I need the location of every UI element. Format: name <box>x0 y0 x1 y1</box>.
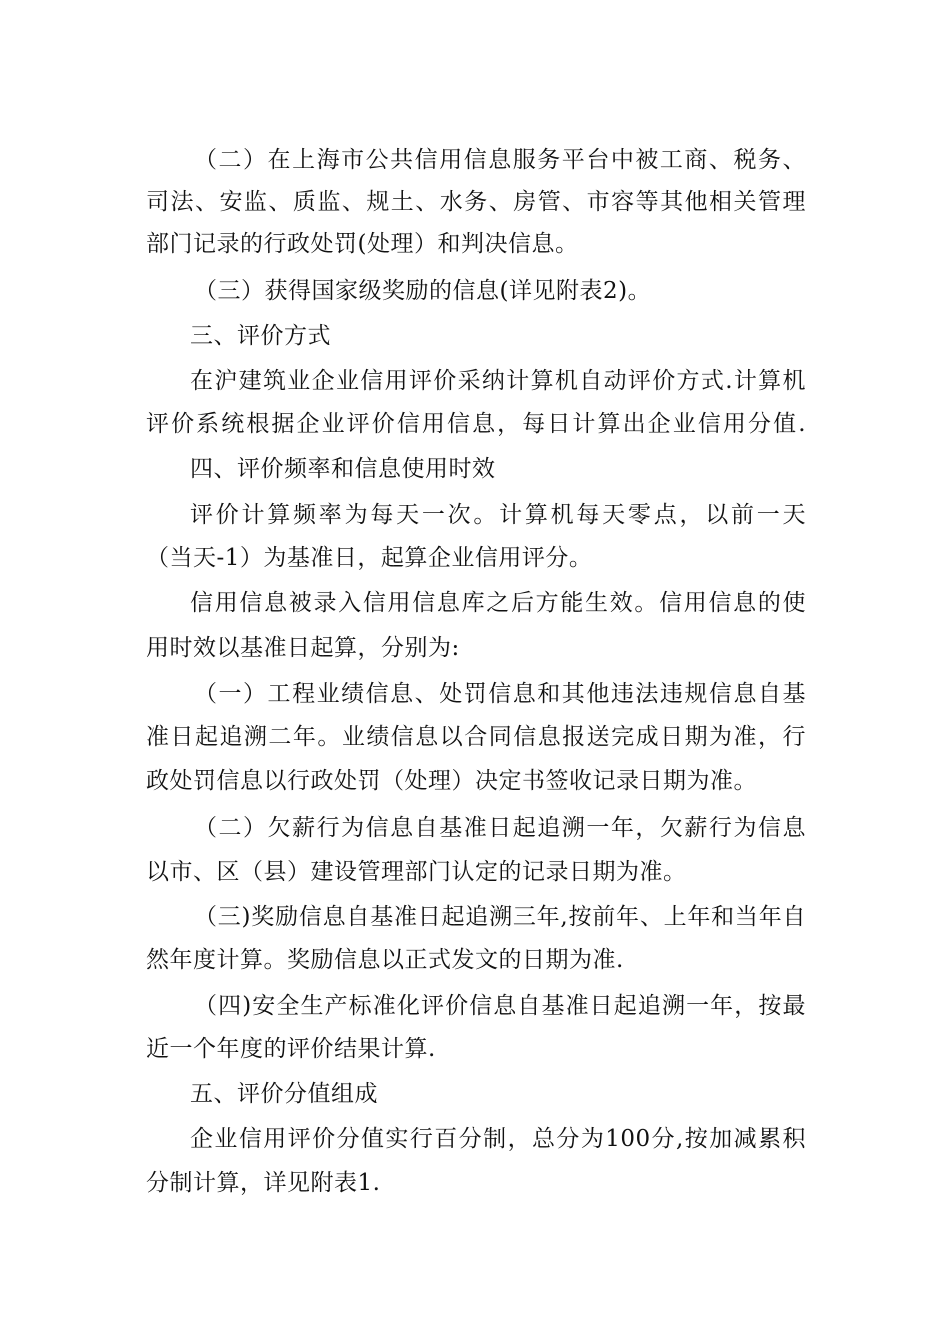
text-line: 用时效以基准日起算，分别为: <box>146 635 460 661</box>
section-heading: 五、评价分值组成 <box>190 1081 378 1107</box>
text-line: 以市、区（县）建设管理部门认定的记录日期为准。 <box>146 859 687 885</box>
text-line: 在沪建筑业企业信用评价采纳计算机自动评价方式.计算机 <box>190 368 806 394</box>
text-line: （三）获得国家级奖励的信息(详见附表2)。 <box>194 278 652 304</box>
text-line: 政处罚信息以行政处罚（处理）决定书签收记录日期为准。 <box>146 768 757 794</box>
section-heading: 四、评价频率和信息使用时效 <box>190 456 496 482</box>
text-line: 企业信用评价分值实行百分制，总分为100分,按加减累积 <box>190 1126 806 1152</box>
text-line: （四)安全生产标准化评价信息自基准日起追溯一年，按最 <box>194 993 806 1019</box>
text-line: （二）在上海市公共信用信息服务平台中被工商、税务、 <box>194 147 806 173</box>
section-heading: 三、评价方式 <box>190 323 331 349</box>
text-line: 信用信息被录入信用信息库之后方能生效。信用信息的使 <box>190 590 806 616</box>
text-line: （二）欠薪行为信息自基准日起追溯一年，欠薪行为信息 <box>194 815 806 841</box>
text-line: 分制计算，详见附表1. <box>146 1170 381 1196</box>
text-line: （一）工程业绩信息、处罚信息和其他违法违规信息自基 <box>194 681 806 707</box>
text-line: 部门记录的行政处罚(处理）和判决信息。 <box>146 231 579 257</box>
text-line: 评价计算频率为每天一次。计算机每天零点，以前一天 <box>190 502 806 528</box>
text-line: （三)奖励信息自基准日起追溯三年,按前年、上年和当年自 <box>194 904 806 930</box>
text-line: 司法、安监、质监、规土、水务、房管、市容等其他相关管理 <box>146 189 806 215</box>
text-line: 评价系统根据企业评价信用信息，每日计算出企业信用分值. <box>146 411 806 437</box>
text-line: 准日起追溯二年。业绩信息以合同信息报送完成日期为准，行 <box>146 724 806 750</box>
text-line: 近一个年度的评价结果计算. <box>146 1036 436 1062</box>
text-line: （当天-1）为基准日，起算企业信用评分。 <box>146 545 593 571</box>
text-line: 然年度计算。奖励信息以正式发文的日期为准. <box>146 947 624 973</box>
